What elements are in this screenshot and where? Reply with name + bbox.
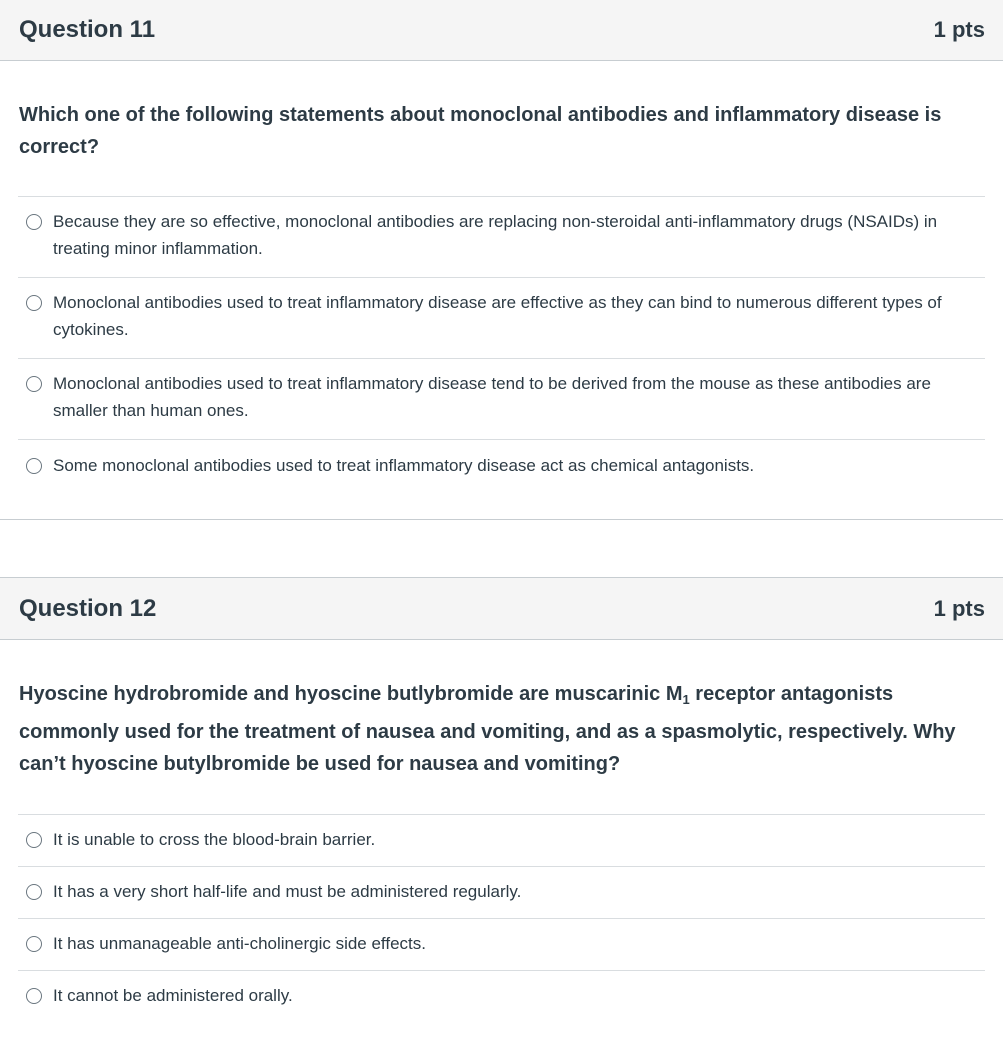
answer-option[interactable] (18, 196, 985, 277)
answer-option[interactable] (18, 866, 985, 918)
subscript-text: 1 (682, 692, 690, 707)
question-points: 1 pts (933, 16, 985, 42)
question-text-part: Hyoscine hydrobromide and hyoscine butlybromide are muscarinic M (19, 683, 683, 705)
radio-button-icon[interactable] (26, 884, 42, 900)
question-title: Question 12 (19, 594, 157, 622)
answer-label[interactable]: Some monoclonal antibodies used to treat inflammatory disease act as chemical antagonists. (53, 456, 755, 475)
answer-option[interactable] (18, 918, 985, 970)
question-text-part: receptor antagonists commonly used for the treatment of nausea and vomiting, and as a spasmolytic, respectively. Why can’t hyoscine butylbromide be used for nausea and vomiting? (19, 683, 956, 775)
answer-label[interactable]: Monoclonal antibodies used to treat inflammatory disease are effective as they can bind to numerous different types of cytokines. (53, 293, 942, 339)
question-text: Which one of the following statements about monoclonal antibodies and inflammatory disease is correct? (19, 104, 942, 158)
radio-button-icon[interactable] (26, 988, 42, 1004)
answer-option[interactable] (18, 277, 985, 358)
answer-list (18, 196, 985, 519)
question-12 (0, 577, 1003, 1037)
question-title: Question 11 (19, 15, 156, 43)
answer-label[interactable]: It has a very short half-life and must be administered regularly. (53, 882, 522, 901)
radio-button-icon[interactable] (26, 295, 42, 311)
answer-label[interactable]: It is unable to cross the blood-brain barrier. (53, 830, 376, 849)
answer-label[interactable]: Monoclonal antibodies used to treat inflammatory disease tend to be derived from the mouse as these antibodies are smaller than human ones. (53, 374, 931, 420)
radio-button-icon[interactable] (26, 936, 42, 952)
question-header (0, 578, 1003, 640)
answer-label[interactable]: Because they are so effective, monoclonal antibodies are replacing non-steroidal anti-inflammatory drugs (NSAIDs) in treating minor inflammation. (53, 212, 938, 258)
radio-button-icon[interactable] (26, 376, 42, 392)
answer-label[interactable]: It cannot be administered orally. (53, 986, 293, 1005)
answer-option[interactable] (18, 358, 985, 439)
answer-option[interactable] (18, 970, 985, 1022)
question-text (0, 678, 1003, 814)
radio-button-icon[interactable] (26, 214, 42, 230)
question-points: 1 pts (933, 595, 985, 621)
answer-label[interactable]: It has unmanageable anti-cholinergic side effects. (53, 934, 426, 953)
answer-list (18, 814, 985, 1022)
radio-button-icon[interactable] (26, 458, 42, 474)
question-header (0, 0, 1003, 61)
answer-option[interactable] (18, 814, 985, 866)
answer-option[interactable] (18, 439, 985, 519)
radio-button-icon[interactable] (26, 832, 42, 848)
